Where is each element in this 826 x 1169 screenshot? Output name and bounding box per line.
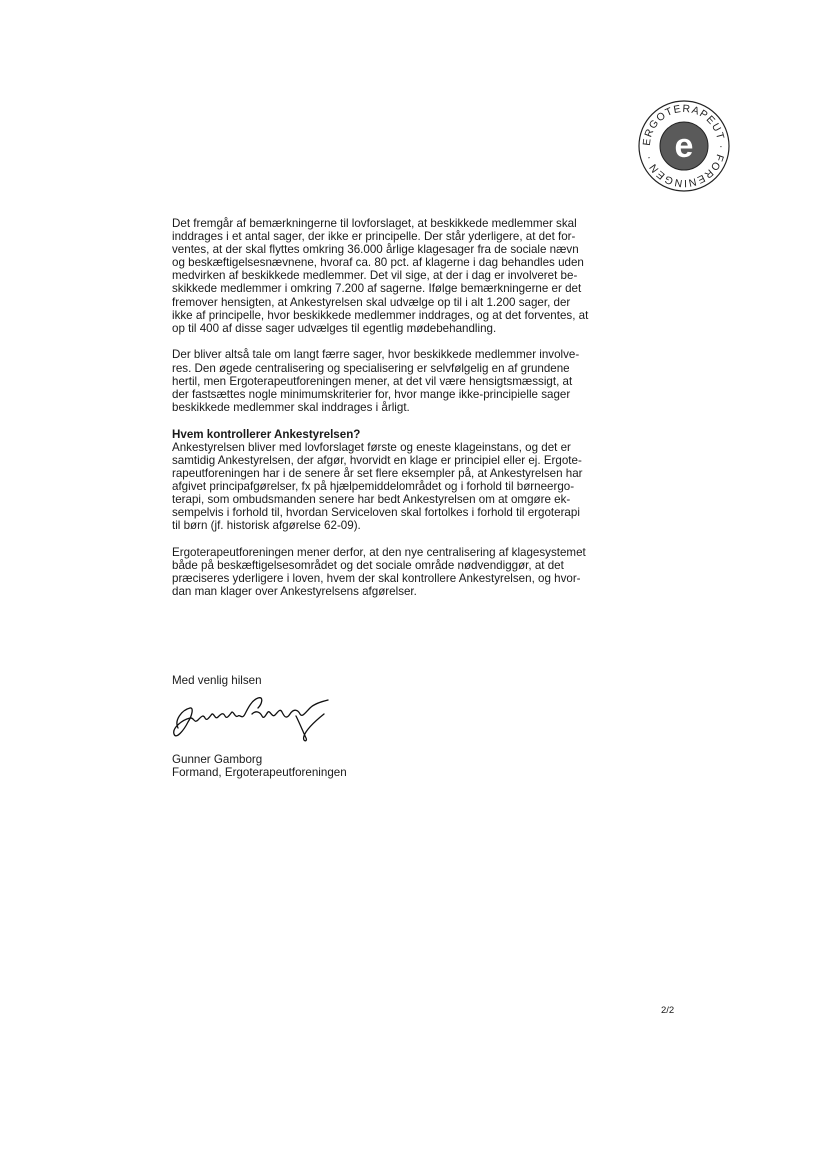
signer-block [172,753,347,779]
paragraph-2 [172,348,632,413]
text-line: Ankestyrelsen bliver med lovforslaget første og eneste klageinstans, og det er [172,440,571,454]
paragraph-4 [172,546,632,598]
text-line: skikkede medlemmer i omkring 7.200 af sagerne. Ifølge bemærkningerne er det [172,282,582,296]
logo-letter: e [674,127,694,165]
text-line: fremover hensigten, at Ankestyrelsen skal udvælge op til i alt 1.200 sager, der [172,295,571,309]
text-line: ventes, at der skal flyttes omkring 36.000 årlige klagesager fra de sociale nævn [172,243,579,257]
text-line: hertil, men Ergoterapeutforeningen mener, at det vil være hensigtsmæssigt, at [172,374,573,388]
text-line: præciseres yderligere i loven, hvem der skal kontrollere Ankestyrelsen, og hvor- [172,572,581,586]
text-line: dan man klager over Ankestyrelsens afgørelser. [172,585,417,599]
text-line: op til 400 af disse sager udvælges til egentlig mødebehandling. [172,321,497,335]
text-line: rapeutforeningen har i de senere år set flere eksempler på, at Ankestyrelsen har [172,466,583,480]
text-line: res. Den øgede centralisering og specialisering er selvfølgelig en af grundene [172,361,570,375]
text-line: medvirken af beskikkede medlemmer. Det vil sige, at der i dag er involveret be- [172,269,578,283]
letter-body [172,217,632,612]
text-line: afgivet principafgørelser, fx på hjælpemiddelområdet og i forhold til børneergo- [172,479,575,493]
text-line: både på beskæftigelsesområdet og det sociale område nødvendiggør, at det [172,558,564,572]
text-line: ikke af principelle, hvor beskikkede medlemmer inddrages, og at det forventes, at [172,308,589,322]
closing-salutation: Med venlig hilsen [172,674,262,687]
logo-ring-text: ERGOTERAPEUT · FORENINGEN · [640,102,728,190]
section-heading: Hvem kontrollerer Ankestyrelsen? [172,427,361,441]
page-number: 2/2 [661,1005,675,1016]
text-line: der fastsættes nogle minimumskriterier for, hvor mange ikke-principielle sager [172,387,571,401]
text-line: sempelvis i forhold til, hvordan Serviceloven skal fortolkes i forhold til ergoterapi [172,506,580,520]
paragraph-1 [172,217,632,335]
text-line: inddrages i et antal sager, der ikke er principelle. Der står yderligere, at det for- [172,230,576,244]
signer-name: Gunner Gamborg [172,753,263,766]
text-line: Ergoterapeutforeningen mener derfor, at den nye centralisering af klagesystemet [172,545,586,559]
text-line: terapi, som ombudsmanden senere har bedt Ankestyrelsen om at omgøre ek- [172,492,571,506]
handwritten-signature-icon [168,690,340,746]
text-line: samtidig Ankestyrelsen, der afgør, hvorvidt en klage er principiel eller ej. Ergote- [172,453,582,467]
signer-title: Formand, Ergoterapeutforeningen [172,766,347,780]
text-line: Der bliver altså tale om langt færre sager, hvor beskikkede medlemmer involve- [172,348,580,362]
text-line: og beskæftigelsesnævnene, hvoraf ca. 80 pct. af klagerne i dag behandles uden [172,256,584,270]
text-line: Det fremgår af bemærkningerne til lovforslaget, at beskikkede medlemmer skal [172,217,577,230]
text-line: beskikkede medlemmer skal inddrages i årligt. [172,400,410,414]
text-line: til børn (jf. historisk afgørelse 62-09). [172,519,361,533]
ergoterapeutforeningen-logo-icon [637,99,731,193]
paragraph-3 [172,428,632,533]
